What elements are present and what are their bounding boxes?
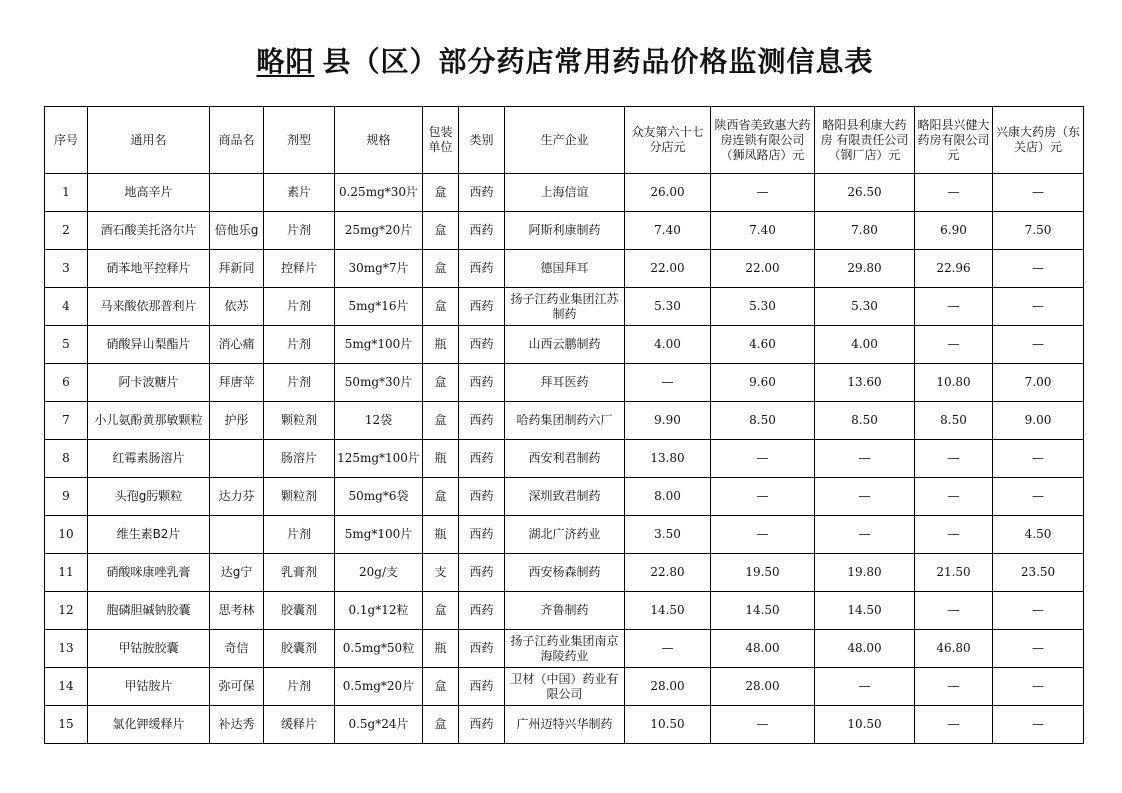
- table-cell: 14.50: [815, 592, 915, 630]
- table-cell: —: [993, 174, 1084, 212]
- table-cell: —: [993, 630, 1084, 668]
- table-cell: 补达秀: [210, 706, 264, 744]
- table-cell: 甲钴胺胶囊: [88, 630, 210, 668]
- table-cell: 湖北广济药业: [505, 516, 625, 554]
- table-cell: 7.40: [711, 212, 815, 250]
- table-cell: 14.50: [711, 592, 815, 630]
- table-cell: 拜耳医药: [505, 364, 625, 402]
- table-cell: 19.80: [815, 554, 915, 592]
- table-cell: —: [625, 364, 711, 402]
- table-cell: 哈药集团制药六厂: [505, 402, 625, 440]
- table-cell: 盒: [423, 174, 459, 212]
- table-cell: —: [711, 516, 815, 554]
- table-row: [45, 706, 1084, 744]
- table-cell: 9.90: [625, 402, 711, 440]
- table-cell: 8.50: [711, 402, 815, 440]
- table-cell: 8.00: [625, 478, 711, 516]
- table-row: [45, 478, 1084, 516]
- table-cell: 6.90: [915, 212, 993, 250]
- table-cell: —: [915, 326, 993, 364]
- table-row: [45, 440, 1084, 478]
- county-name: 略阳: [256, 45, 315, 78]
- header-cell: 包装单位: [423, 107, 459, 174]
- table-cell: 4.00: [625, 326, 711, 364]
- table-cell: 西药: [459, 212, 505, 250]
- table-cell: —: [915, 288, 993, 326]
- table-row: [45, 402, 1084, 440]
- table-cell: 盒: [423, 668, 459, 706]
- table-cell: —: [711, 478, 815, 516]
- table-cell: 3.50: [625, 516, 711, 554]
- table-cell: 7.40: [625, 212, 711, 250]
- table-cell: 4.60: [711, 326, 815, 364]
- table-cell: —: [815, 668, 915, 706]
- table-cell: 拜新同: [210, 250, 264, 288]
- table-cell: 山西云鹏制药: [505, 326, 625, 364]
- header-cell: 类别: [459, 107, 505, 174]
- header-cell: 序号: [45, 107, 88, 174]
- table-cell: 盒: [423, 706, 459, 744]
- table-cell: 阿卡波糖片: [88, 364, 210, 402]
- table-cell: [210, 516, 264, 554]
- table-cell: 倍他乐g: [210, 212, 264, 250]
- table-cell: 酒石酸美托洛尔片: [88, 212, 210, 250]
- table-cell: —: [625, 630, 711, 668]
- table-cell: 片剂: [264, 668, 335, 706]
- table-cell: 22.96: [915, 250, 993, 288]
- table-cell: 5.30: [711, 288, 815, 326]
- header-cell: 兴康大药房（东关店）元: [993, 107, 1084, 174]
- table-cell: 盒: [423, 212, 459, 250]
- table-cell: 胶囊剂: [264, 630, 335, 668]
- table-cell: 10: [45, 516, 88, 554]
- table-cell: —: [915, 706, 993, 744]
- table-cell: 7.00: [993, 364, 1084, 402]
- table-cell: 50mg*30片: [335, 364, 423, 402]
- table-cell: —: [915, 478, 993, 516]
- table-cell: 德国拜耳: [505, 250, 625, 288]
- table-cell: 8.50: [915, 402, 993, 440]
- table-cell: 深圳致君制药: [505, 478, 625, 516]
- table-cell: 0.25mg*30片: [335, 174, 423, 212]
- table-cell: 乳膏剂: [264, 554, 335, 592]
- table-cell: 卫材（中国）药业有限公司: [505, 668, 625, 706]
- table-cell: —: [993, 592, 1084, 630]
- table-cell: 马来酸依那普利片: [88, 288, 210, 326]
- table-cell: 4.50: [993, 516, 1084, 554]
- table-cell: 瓶: [423, 326, 459, 364]
- table-cell: 片剂: [264, 364, 335, 402]
- table-cell: 缓释片: [264, 706, 335, 744]
- table-cell: —: [711, 440, 815, 478]
- table-cell: 30mg*7片: [335, 250, 423, 288]
- table-cell: —: [915, 668, 993, 706]
- table-cell: 广州迈特兴华制药: [505, 706, 625, 744]
- table-row: [45, 630, 1084, 668]
- table-cell: 48.00: [711, 630, 815, 668]
- header-cell: 略阳县兴健大药房有限公司元: [915, 107, 993, 174]
- table-cell: 125mg*100片: [335, 440, 423, 478]
- table-cell: —: [915, 592, 993, 630]
- table-cell: 9: [45, 478, 88, 516]
- table-cell: 4: [45, 288, 88, 326]
- table-cell: 13: [45, 630, 88, 668]
- title-rest: 县（区）部分药店常用药品价格监测信息表: [322, 45, 874, 78]
- table-cell: 15: [45, 706, 88, 744]
- table-row: [45, 516, 1084, 554]
- table-cell: —: [993, 440, 1084, 478]
- header-cell: 规格: [335, 107, 423, 174]
- table-cell: 齐鲁制药: [505, 592, 625, 630]
- table-cell: 西药: [459, 174, 505, 212]
- table-cell: 7.50: [993, 212, 1084, 250]
- table-cell: 阿斯利康制药: [505, 212, 625, 250]
- table-body: [45, 174, 1084, 744]
- table-cell: 5.30: [815, 288, 915, 326]
- table-cell: 11: [45, 554, 88, 592]
- table-cell: 20g/支: [335, 554, 423, 592]
- table-cell: 硝苯地平控释片: [88, 250, 210, 288]
- table-cell: 瓶: [423, 440, 459, 478]
- table-row: [45, 592, 1084, 630]
- table-cell: 思考林: [210, 592, 264, 630]
- table-cell: 维生素B2片: [88, 516, 210, 554]
- table-cell: 颗粒剂: [264, 478, 335, 516]
- table-cell: 西药: [459, 364, 505, 402]
- table-cell: [210, 174, 264, 212]
- header-cell: 陕西省美致惠大药房连锁有限公司（狮凤路店）元: [711, 107, 815, 174]
- table-cell: 23.50: [993, 554, 1084, 592]
- table-cell: 28.00: [625, 668, 711, 706]
- table-cell: 西药: [459, 288, 505, 326]
- header-row: [45, 107, 1084, 174]
- table-cell: 西药: [459, 250, 505, 288]
- table-cell: —: [815, 478, 915, 516]
- table-cell: —: [993, 478, 1084, 516]
- table-cell: 12: [45, 592, 88, 630]
- table-cell: 西药: [459, 326, 505, 364]
- table-cell: 5mg*16片: [335, 288, 423, 326]
- table-cell: —: [915, 174, 993, 212]
- table-cell: 控释片: [264, 250, 335, 288]
- table-cell: —: [711, 174, 815, 212]
- table-cell: 胶囊剂: [264, 592, 335, 630]
- table-cell: 扬子江药业集团江苏制药: [505, 288, 625, 326]
- table-cell: 盒: [423, 250, 459, 288]
- table-row: [45, 250, 1084, 288]
- table-cell: —: [993, 326, 1084, 364]
- table-cell: —: [815, 440, 915, 478]
- table-cell: 片剂: [264, 212, 335, 250]
- table-cell: 氯化钾缓释片: [88, 706, 210, 744]
- table-cell: 5mg*100片: [335, 516, 423, 554]
- table-cell: 西药: [459, 592, 505, 630]
- table-cell: 甲钴胺片: [88, 668, 210, 706]
- table-cell: 盒: [423, 478, 459, 516]
- table-cell: 胞磷胆碱钠胶囊: [88, 592, 210, 630]
- table-cell: 硝酸咪康唑乳膏: [88, 554, 210, 592]
- table-cell: 西安利君制药: [505, 440, 625, 478]
- table-cell: 硝酸异山梨酯片: [88, 326, 210, 364]
- table-row: [45, 174, 1084, 212]
- table-cell: 3: [45, 250, 88, 288]
- table-cell: 14.50: [625, 592, 711, 630]
- table-cell: 4.00: [815, 326, 915, 364]
- table-cell: 1: [45, 174, 88, 212]
- table-cell: 50mg*6袋: [335, 478, 423, 516]
- table-cell: 小儿氨酚黄那敏颗粒: [88, 402, 210, 440]
- table-cell: 盒: [423, 592, 459, 630]
- table-cell: 5: [45, 326, 88, 364]
- table-row: [45, 288, 1084, 326]
- table-cell: 护彤: [210, 402, 264, 440]
- table-row: [45, 326, 1084, 364]
- table-cell: 10.50: [815, 706, 915, 744]
- table-cell: 西药: [459, 630, 505, 668]
- table-cell: 片剂: [264, 288, 335, 326]
- table-cell: 10.50: [625, 706, 711, 744]
- header-cell: 生产企业: [505, 107, 625, 174]
- table-cell: 西安杨森制药: [505, 554, 625, 592]
- table-cell: 弥可保: [210, 668, 264, 706]
- table-cell: 0.5g*24片: [335, 706, 423, 744]
- table-row: [45, 668, 1084, 706]
- table-cell: 西药: [459, 554, 505, 592]
- table-cell: 8.50: [815, 402, 915, 440]
- table-cell: 13.80: [625, 440, 711, 478]
- table-cell: 0.1g*12粒: [335, 592, 423, 630]
- table-cell: 9.60: [711, 364, 815, 402]
- table-row: [45, 212, 1084, 250]
- price-table: [44, 106, 1084, 744]
- table-cell: —: [993, 668, 1084, 706]
- table-cell: 红霉素肠溶片: [88, 440, 210, 478]
- table-cell: 片剂: [264, 516, 335, 554]
- table-cell: —: [993, 288, 1084, 326]
- table-cell: 6: [45, 364, 88, 402]
- table-cell: 25mg*20片: [335, 212, 423, 250]
- table-cell: 22.00: [711, 250, 815, 288]
- table-cell: 21.50: [915, 554, 993, 592]
- table-cell: 支: [423, 554, 459, 592]
- table-cell: 46.80: [915, 630, 993, 668]
- table-cell: 片剂: [264, 326, 335, 364]
- table-cell: 0.5mg*20片: [335, 668, 423, 706]
- table-cell: 西药: [459, 668, 505, 706]
- header-cell: 通用名: [88, 107, 210, 174]
- table-cell: 26.50: [815, 174, 915, 212]
- table-cell: —: [993, 706, 1084, 744]
- table-cell: 西药: [459, 440, 505, 478]
- table-cell: 颗粒剂: [264, 402, 335, 440]
- header-cell: 众友第六十七分店元: [625, 107, 711, 174]
- table-cell: —: [815, 516, 915, 554]
- table-cell: 西药: [459, 516, 505, 554]
- table-cell: 西药: [459, 706, 505, 744]
- table-cell: 29.80: [815, 250, 915, 288]
- header-cell: 商品名: [210, 107, 264, 174]
- table-cell: 5mg*100片: [335, 326, 423, 364]
- table-cell: 瓶: [423, 516, 459, 554]
- table-cell: 头孢g肟颗粒: [88, 478, 210, 516]
- table-cell: 上海信谊: [505, 174, 625, 212]
- table-cell: 10.80: [915, 364, 993, 402]
- table-cell: —: [711, 706, 815, 744]
- table-cell: 瓶: [423, 630, 459, 668]
- table-cell: 8: [45, 440, 88, 478]
- table-cell: —: [915, 516, 993, 554]
- table-cell: 奇信: [210, 630, 264, 668]
- table-cell: —: [915, 440, 993, 478]
- table-cell: 13.60: [815, 364, 915, 402]
- table-cell: 扬子江药业集团南京海陵药业: [505, 630, 625, 668]
- table-cell: 盒: [423, 402, 459, 440]
- header-cell: 略阳县利康大药房 有限责任公司（钢厂店）元: [815, 107, 915, 174]
- table-cell: 0.5mg*50粒: [335, 630, 423, 668]
- table-cell: 19.50: [711, 554, 815, 592]
- table-cell: 达力芬: [210, 478, 264, 516]
- table-cell: 48.00: [815, 630, 915, 668]
- table-cell: 肠溶片: [264, 440, 335, 478]
- table-cell: 28.00: [711, 668, 815, 706]
- table-cell: 7: [45, 402, 88, 440]
- table-cell: 西药: [459, 402, 505, 440]
- table-cell: 22.00: [625, 250, 711, 288]
- table-cell: 西药: [459, 478, 505, 516]
- table-cell: [210, 440, 264, 478]
- table-cell: 14: [45, 668, 88, 706]
- table-cell: 地高辛片: [88, 174, 210, 212]
- table-cell: 达g宁: [210, 554, 264, 592]
- table-row: [45, 554, 1084, 592]
- table-cell: 消心痛: [210, 326, 264, 364]
- table-cell: —: [993, 250, 1084, 288]
- table-cell: 盒: [423, 364, 459, 402]
- table-cell: 26.00: [625, 174, 711, 212]
- table-cell: 盒: [423, 288, 459, 326]
- page-title: [0, 40, 1122, 80]
- table-cell: 5.30: [625, 288, 711, 326]
- header-cell: 剂型: [264, 107, 335, 174]
- table-cell: 2: [45, 212, 88, 250]
- table-cell: 9.00: [993, 402, 1084, 440]
- table-cell: 7.80: [815, 212, 915, 250]
- table-cell: 22.80: [625, 554, 711, 592]
- table-cell: 依苏: [210, 288, 264, 326]
- table-cell: 12袋: [335, 402, 423, 440]
- table-row: [45, 364, 1084, 402]
- table-cell: 素片: [264, 174, 335, 212]
- table-cell: 拜唐苹: [210, 364, 264, 402]
